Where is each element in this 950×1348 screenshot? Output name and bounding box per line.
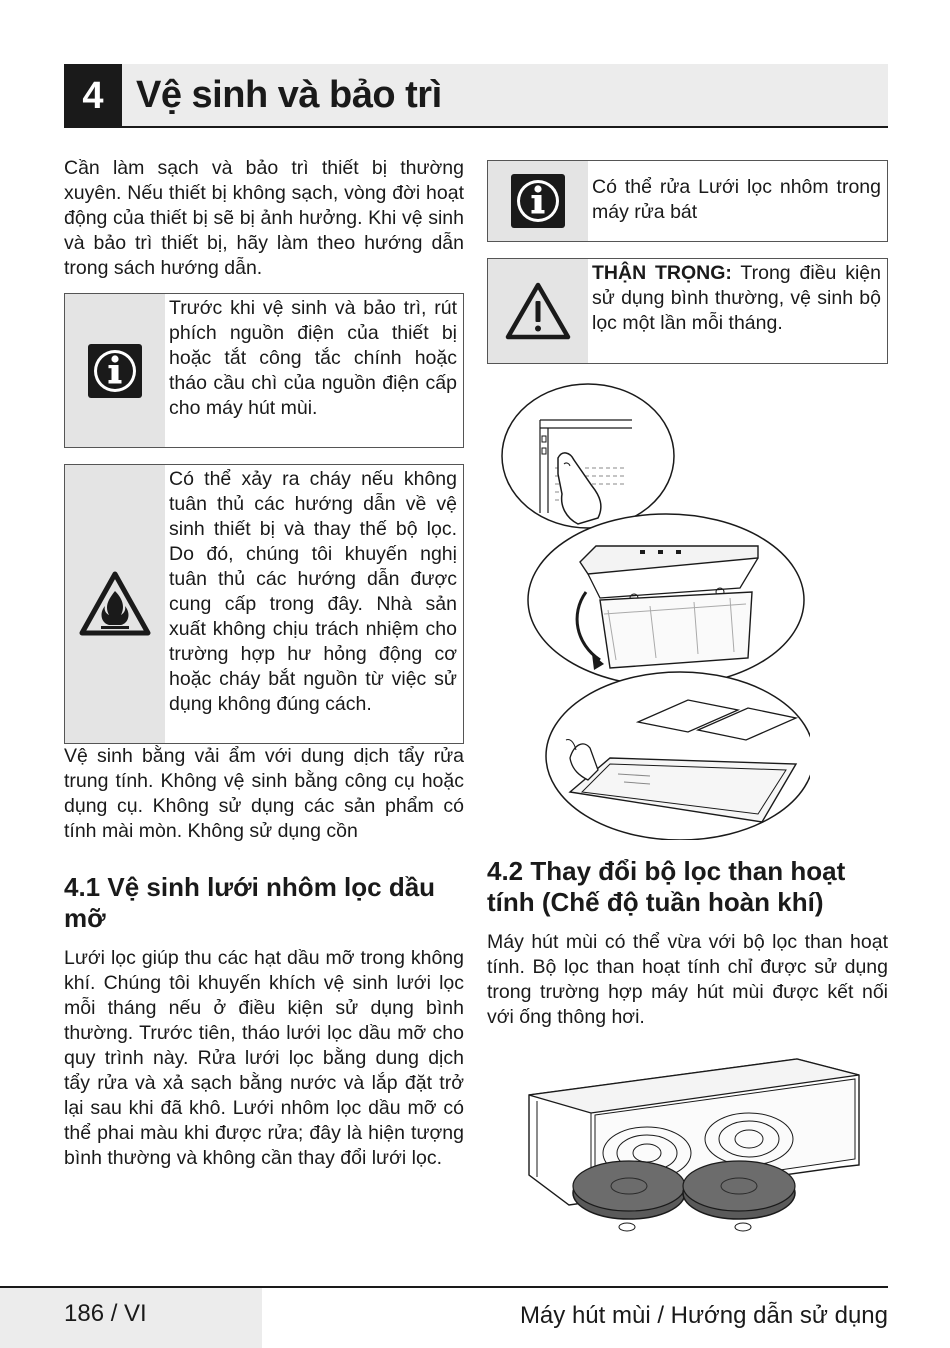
charcoal-filter-right	[683, 1161, 795, 1219]
right-column	[487, 160, 888, 364]
press-button-detail	[502, 384, 674, 528]
section-4-1-title: 4.1 Vệ sinh lưới nhôm lọc dầu mỡ	[64, 872, 436, 933]
fire-hazard-icon	[79, 571, 151, 637]
info-icon	[510, 173, 566, 229]
caution-notice	[487, 258, 888, 364]
open-panel-detail	[528, 514, 804, 686]
footer-doc-title: Máy hút mùi / Hướng dẫn sử dụng	[519, 1302, 888, 1329]
section-4-2-title: 4.2 Thay đổi bộ lọc than hoạt tính (Chế độ tuần hoàn khí)	[487, 856, 846, 917]
warning-triangle-icon	[504, 281, 572, 341]
fire-warning-text: Có thể xảy ra cháy nếu không tuân thủ các hướng dẫn về vệ sinh thiết bị và thay thế bộ lọc. Do đó, chúng tôi khuyến nghị tuân thủ các hướng dẫn được cung cấp trong đây. Nhà sản xuất không chịu trách nhiệm cho trường hợp hư hỏng động cơ hoặc cháy bắt nguồn từ việc sử dụng không đúng cách.	[169, 468, 457, 715]
charcoal-filter-left	[573, 1161, 685, 1219]
page-number: 186 / VI	[64, 1300, 147, 1327]
info-icon-cell	[65, 294, 165, 447]
fire-warning-notice	[64, 464, 464, 744]
remove-filter-detail	[546, 672, 810, 840]
info-icon	[87, 343, 143, 399]
section-4-2	[487, 856, 888, 1030]
caution-body: Trong điều kiện sử dụng bình thường, vệ sinh bộ lọc một lần mỗi tháng.	[592, 262, 881, 334]
footer-divider	[0, 1286, 888, 1288]
intro-paragraph: Cần làm sạch và bảo trì thiết bị thường xuyên. Nếu thiết bị không sạch, vòng đời hoạt động của thiết bị sẽ bị ảnh hưởng. Khi vệ sinh và bảo trì thiết bị, hãy làm theo hướng dẫn trong sách hướng dẫn.	[64, 157, 464, 279]
left-column	[64, 156, 464, 1171]
chapter-number: 4	[64, 64, 122, 128]
section-4-2-paragraph: Máy hút mùi có thể vừa với bộ lọc than hoạt tính. Bộ lọc than hoạt tính chỉ được sử dụng trong trường hợp máy hút mùi được kết nối với ống thông hơi.	[487, 931, 888, 1028]
info-notice-text: Trước khi vệ sinh và bảo trì, rút phích nguồn điện của thiết bị hoặc tắt công tắc chính hoặc tháo cầu chì của nguồn điện cấp cho máy hút mùi.	[169, 297, 457, 419]
fire-icon-cell	[65, 465, 165, 743]
mounting-clips	[619, 1223, 751, 1231]
filter-removal-illustration	[500, 378, 810, 840]
dishwasher-notice-text: Có thể rửa Lưới lọc nhôm trong máy rửa bát	[592, 176, 881, 223]
dishwasher-info-notice	[487, 160, 888, 242]
caution-notice-text	[588, 259, 887, 363]
charcoal-filter-illustration	[525, 1055, 865, 1237]
caution-icon-cell	[488, 259, 588, 363]
section-4-1-paragraph: Lưới lọc giúp thu các hạt dầu mỡ trong không khí. Chúng tôi khuyến khích vệ sinh lưới lọc mỗi tháng nếu ở điều kiện sử dụng bình thường. Trước tiên, tháo lưới lọc dầu mỡ cho quy trình này. Rửa lưới lọc bằng dung dịch tẩy rửa và xả sạch bằng nước và lắp đặt trở lại sau khi đã khô. Lưới nhôm lọc dầu mỡ có thể phai màu khi được rửa; đây là hiện tượng bình thường và không cần thay đổi lưới lọc.	[64, 947, 464, 1169]
info-notice-unplug	[64, 293, 464, 448]
info-icon-cell	[488, 161, 588, 241]
chapter-title: Vệ sinh và bảo trì	[136, 74, 442, 116]
cleaning-paragraph: Vệ sinh bằng vải ẩm với dung dịch tẩy rửa trung tính. Không vệ sinh bằng công cụ hoặc dụng cụ. Không sử dụng các sản phẩm có tính mài mòn. Không sử dụng cồn	[64, 745, 464, 842]
caution-label: THẬN TRỌNG:	[592, 262, 732, 284]
chapter-header	[64, 64, 888, 128]
